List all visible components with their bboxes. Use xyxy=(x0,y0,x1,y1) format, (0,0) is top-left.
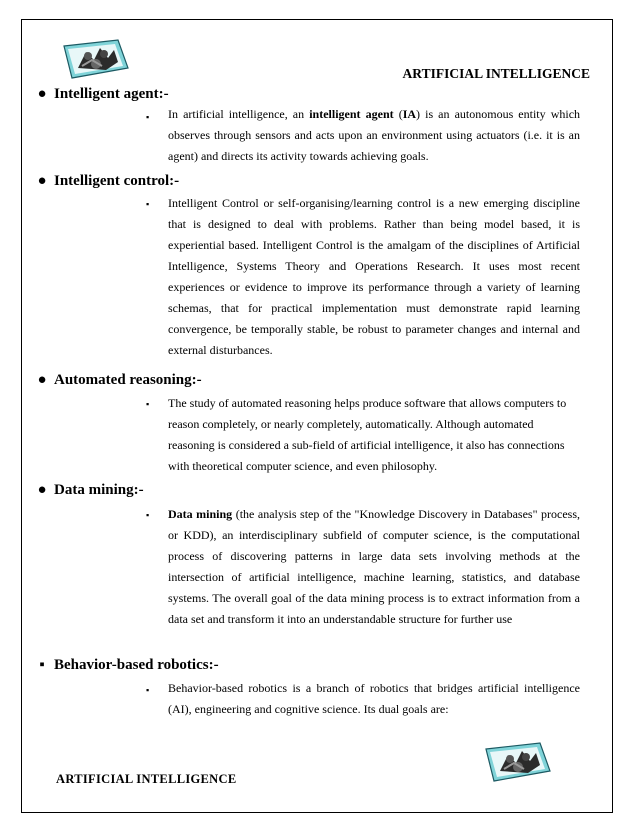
circle-bullet-icon: ● xyxy=(37,86,47,102)
circle-bullet-icon: ● xyxy=(37,372,47,388)
body-text: The study of automated reasoning helps produce software that allows computers to reason completely, or nearly completely, automatically. Although automated reasoning is considered a sub-field of artificial intelligence, it also has connections with theoretical computer science, and even philosophy. xyxy=(168,396,567,473)
square-bullet-icon: ▪ xyxy=(39,657,45,673)
body-text: (the analysis step of the "Knowledge Discovery in Databases" process, or KDD), an interdisciplinary subfield of computer science, is the computational process of discovering patterns in large data sets involving methods at the intersection of artificial intelligence, machine learning, statistics, and database systems. The overall goal of the data mining process is to extract information from a data set and transform it into an understandable structure for further use xyxy=(168,507,580,626)
body-text: Intelligent Control or self-organising/learning control is a new emerging discipline that is designed to deal with problems. Rather than being model based, it is experiential based. Intelligent Control is the amalgam of the disciplines of Artificial Intelligence, Systems Theory and Operations Research. It uses most recent experiences or evidence to improve its performance through a variety of learning schemas, that for practical implementation must demonstrate rapid learning convergence, be temporally stable, be robust to parameter changes and internal and external disturbances. xyxy=(168,196,580,357)
square-bullet-icon: ▪ xyxy=(146,685,150,695)
section-body xyxy=(168,678,580,720)
square-bullet-icon: ▪ xyxy=(146,199,150,209)
bold-term: Data mining xyxy=(168,507,233,521)
body-text: In artificial intelligence, an xyxy=(168,107,310,121)
body-text: Behavior-based robotics is a branch of robotics that bridges artificial intelligence (AI), engineering and cognitive science. Its dual goals are: xyxy=(168,681,580,716)
robot-hand-logo xyxy=(58,38,134,87)
circle-bullet-icon: ● xyxy=(37,482,47,498)
page-footer-title: ARTIFICIAL INTELLIGENCE xyxy=(56,772,237,786)
section-body xyxy=(168,104,580,167)
section-body xyxy=(168,193,580,361)
section-body xyxy=(168,393,580,477)
bold-term: IA xyxy=(402,107,417,121)
robot-hand-logo xyxy=(480,741,556,790)
body-text: ) is an autonomous entity which observes through sensors and acts upon an environment using actuators (i.e. it is an agent) and directs its activity towards achieving goals. xyxy=(168,107,581,163)
square-bullet-icon: ▪ xyxy=(146,510,150,520)
page-header-title: ARTIFICIAL INTELLIGENCE xyxy=(402,66,590,81)
square-bullet-icon: ▪ xyxy=(146,112,150,122)
body-text: ( xyxy=(393,107,403,121)
section-body xyxy=(168,504,580,630)
square-bullet-icon: ▪ xyxy=(146,399,150,409)
bold-term: intelligent agent xyxy=(309,107,394,121)
circle-bullet-icon: ● xyxy=(37,173,47,189)
